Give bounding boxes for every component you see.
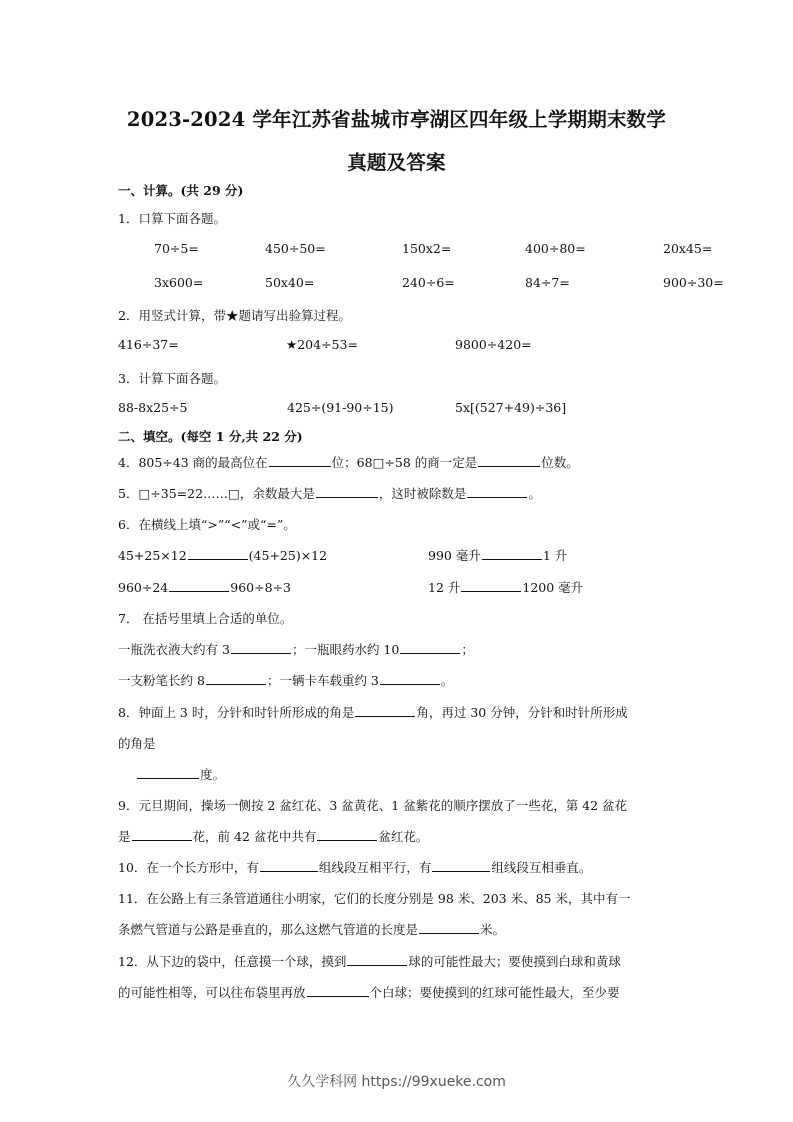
q6-right: 1 升 [542, 548, 568, 563]
q9-line2 [118, 827, 428, 845]
site-footer: 久久学科网 https://99xueke.com [287, 1074, 506, 1090]
q4-text-b: 位；68□÷58 的商一定是 [331, 455, 478, 470]
q9-text: 盆红花。 [378, 829, 429, 844]
q6-right: (45+25)×12 [248, 548, 328, 563]
answer-blank[interactable] [482, 546, 542, 560]
q7-text: ； [461, 642, 474, 657]
q6-left: 960÷24 [118, 580, 169, 595]
q1-item: 3x600= [154, 275, 204, 290]
answer-blank[interactable] [188, 546, 248, 560]
answer-blank[interactable] [316, 484, 378, 498]
q1-item: 400÷80= [525, 241, 586, 256]
q2-item: 416÷37= [118, 337, 179, 352]
q9-line1: 9．元旦期间，操场一侧按 2 盆红花、3 盆黄花、1 盆紫花的顺序摆放了一些花，第 42 盆花 [118, 798, 628, 813]
q11-line1: 11．在公路上有三条管道通往小明家，它们的长度分别是 98 米、203 米、85 米，其中有一 [118, 891, 631, 906]
q12-text: 球的可能性最大；要使摸到白球和黄球 [408, 954, 621, 969]
q1-item: 150x2= [402, 241, 452, 256]
q11-text: 米。 [480, 922, 506, 937]
answer-blank[interactable] [355, 703, 415, 717]
q5-text-a: 5．□÷35=22……□，余数最大是 [118, 486, 315, 501]
q1-item: 240÷6= [402, 275, 455, 290]
q8-line1 [118, 703, 628, 721]
q2-item: 9800÷420= [455, 337, 532, 352]
q1-item: 70÷5= [154, 241, 199, 256]
q7-text: 一支粉笔长约 8 [118, 673, 205, 688]
q3-item: 425÷(91-90÷15) [287, 400, 394, 415]
q6-left: 12 升 [428, 580, 461, 595]
q8-text: 8．钟面上 3 时，分针和时针所形成的角是 [118, 705, 355, 720]
answer-blank[interactable] [137, 765, 199, 779]
q3-item: 5x[(527+49)÷36] [455, 400, 567, 415]
q1-item: 84÷7= [525, 275, 570, 290]
answer-blank[interactable] [231, 640, 291, 654]
q12-line1 [118, 952, 621, 970]
q7-line1 [118, 640, 474, 658]
page-title-line2: 真题及答案 [347, 151, 446, 174]
q6-item [428, 546, 567, 564]
q6-prompt: 6．在横线上填“>”“<”或“=”。 [118, 517, 296, 532]
q5-text-c: 。 [528, 486, 541, 501]
q11-line2 [118, 920, 505, 938]
q12-line2 [118, 983, 620, 1001]
q6-item [118, 546, 327, 563]
section2-heading: 二、填空。(每空 1 分,共 22 分) [118, 429, 303, 444]
answer-blank[interactable] [380, 671, 440, 685]
q3-item: 88-8x25÷5 [118, 400, 188, 415]
q8-text: 角，再过 30 分钟，分针和时针所形成 [416, 705, 628, 720]
answer-blank[interactable] [347, 952, 407, 966]
q10-text: 组线段互相平行，有 [318, 860, 432, 875]
q7-line2 [118, 671, 453, 689]
q10-text: 10．在一个长方形中，有 [118, 860, 259, 875]
q8-line2: 的角是 [118, 736, 156, 751]
answer-blank[interactable] [467, 484, 527, 498]
answer-blank[interactable] [461, 578, 521, 592]
answer-blank[interactable] [169, 578, 229, 592]
q12-text: 个白球；要使摸到的红球可能性最大，至少要 [369, 985, 620, 1000]
q8-line3 [136, 765, 225, 783]
q1-item: 20x45= [663, 241, 713, 256]
q12-text: 12．从下边的袋中，任意摸一个球，摸到 [118, 954, 347, 969]
q6-left: 45+25×12 [118, 548, 187, 563]
answer-blank[interactable] [307, 983, 369, 997]
q8-text: 度。 [200, 767, 226, 782]
q7-prompt: 7． 在括号里填上合适的单位。 [118, 611, 293, 626]
q7-text: 一瓶洗衣液大约有 3 [118, 642, 230, 657]
q1-prompt: 1．口算下面各题。 [118, 211, 226, 226]
q2-prompt: 2．用竖式计算，带★题请写出验算过程。 [118, 308, 351, 323]
q1-item: 900÷30= [663, 275, 724, 290]
answer-blank[interactable] [400, 640, 460, 654]
q11-text: 条燃气管道与公路是垂直的，那么这燃气管道的长度是 [118, 922, 419, 937]
q2-item: ★204÷53= [286, 337, 358, 352]
answer-blank[interactable] [317, 827, 377, 841]
q4-text-a: 4．805÷43 商的最高位在 [118, 455, 268, 470]
q1-item: 50x40= [265, 275, 315, 290]
answer-blank[interactable] [132, 827, 192, 841]
answer-blank[interactable] [269, 453, 331, 467]
q3-prompt: 3．计算下面各题。 [118, 371, 226, 386]
q9-text: 是 [118, 829, 131, 844]
q7-text: ；一瓶眼药水约 10 [291, 642, 400, 657]
q4-text-c: 位数。 [541, 455, 579, 470]
q6-right: 960÷8÷3 [230, 580, 291, 595]
q6-item [428, 578, 583, 596]
answer-blank[interactable] [419, 920, 479, 934]
answer-blank[interactable] [206, 671, 266, 685]
q7-text: 。 [440, 673, 454, 688]
answer-blank[interactable] [260, 858, 318, 872]
q6-left: 990 毫升 [428, 548, 481, 563]
q10-text: 组线段互相垂直。 [491, 860, 592, 875]
q10-line [118, 858, 591, 876]
page-title-line1: 2023-2024 学年江苏省盐城市亭湖区四年级上学期期末数学 [126, 108, 667, 131]
answer-blank[interactable] [478, 453, 540, 467]
q6-item [118, 578, 291, 595]
q5-line [118, 484, 541, 502]
q6-right: 1200 毫升 [522, 580, 584, 595]
q1-item: 450÷50= [265, 241, 326, 256]
q4-line [118, 453, 579, 471]
section1-heading: 一、计算。(共 29 分) [118, 183, 244, 198]
answer-blank[interactable] [432, 858, 490, 872]
q9-text: 花，前 42 盆花中共有 [192, 829, 317, 844]
q5-text-b: ，这时被除数是 [378, 486, 467, 501]
q7-text: ；一辆卡车载重约 3 [266, 673, 379, 688]
q12-text: 的可能性相等，可以往布袋里再放 [118, 985, 306, 1000]
